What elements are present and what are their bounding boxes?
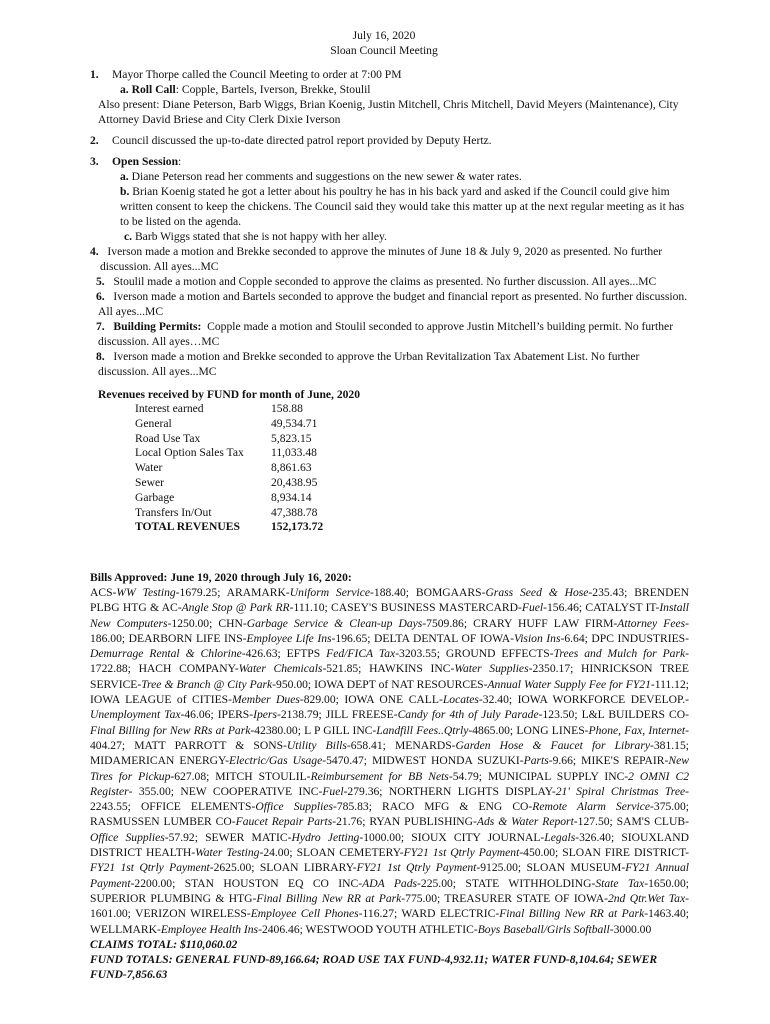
bill-vendor: NORTHERN LIGHTS DISPLAY- (388, 784, 556, 798)
bill-amount: -111.10; (289, 601, 331, 615)
bill-vendor: JILL FREESE- (325, 708, 398, 722)
bill-entry (205, 831, 411, 844)
revenue-row (135, 402, 323, 417)
bill-description: Vision Ins (513, 631, 561, 645)
item-1 (90, 67, 690, 127)
bill-amount: -21.76; (332, 815, 370, 829)
bill-description: 2 OMNI C2 Register (90, 769, 690, 798)
bill-description: New Tires for Pickup (90, 754, 689, 783)
bill-amount: -1601.00; (90, 891, 689, 921)
bill-vendor: SIOUX CITY JOURNAL- (411, 830, 545, 844)
building-permits-label: Building Permits: (113, 320, 202, 333)
revenue-value: 20,438.95 (271, 475, 318, 489)
bill-amount: -1722.88; (90, 647, 689, 676)
bill-amount: -9125.00; (476, 861, 527, 875)
bill-entry (306, 923, 652, 936)
bill-amount: -123.50; (538, 708, 582, 722)
bill-entry (416, 586, 634, 599)
bill-vendor: EFTPS (286, 647, 327, 661)
revenue-row (135, 476, 323, 491)
bill-amount: -188.40; (370, 586, 416, 599)
item-number: 7. (96, 320, 105, 333)
bill-amount: -32.40; (478, 693, 518, 707)
revenue-label: Local Option Sales Tax (135, 446, 244, 460)
bill-description: Uniform Service (289, 586, 371, 599)
minutes-page (90, 28, 690, 535)
bill-entry (227, 586, 416, 599)
bill-description: Attorney Fees (617, 616, 686, 630)
bill-amount: -1650.00; (644, 876, 689, 890)
revenue-label: Sewer (135, 475, 164, 489)
bill-description: Grass Seed & Hose (485, 586, 589, 599)
bill-vendor: DELTA DENTAL OF IOWA- (374, 631, 514, 645)
bill-description: Reimbursement for BB Nets (310, 769, 449, 783)
revenue-value: 158.88 (271, 402, 303, 415)
bill-vendor: IOWA WORKFORCE DEVELOP.- (517, 693, 689, 707)
meeting-date: July 16, 2020 (352, 29, 416, 42)
sub-a-label: a. (120, 170, 129, 183)
bill-vendor: STAN HOUSTON EQ CO INC- (184, 876, 363, 890)
bill-entry (374, 632, 591, 645)
bill-vendor: STATE WITHHOLDING- (465, 876, 596, 890)
bill-amount: -404.27; (90, 723, 689, 752)
revenue-value: 5,823.15 (271, 431, 312, 445)
bill-vendor: ARAMARK- (226, 586, 290, 599)
bill-description: Employee Life Ins (246, 631, 332, 645)
bill-vendor: SLOAN FIRE DISTRICT- (562, 846, 689, 860)
bill-description: Locates (442, 693, 479, 707)
bill-entry (185, 877, 466, 890)
bill-entry (304, 724, 516, 737)
bill-amount: -381.15; (650, 738, 689, 752)
bill-description: Water Chemicals (238, 662, 323, 676)
bill-amount: -279.36; (343, 784, 389, 798)
item-text: Iverson made a motion and Brekke seconded to approve the Urban Revitalization Tax Abatement List. No further discussion. All ayes...MC (98, 350, 640, 378)
bill-vendor: BRENDEN PLBG HTG & AC- (90, 586, 689, 615)
bill-entry (90, 754, 372, 767)
item-text: Stoulil made a motion and Copple seconded to approve the claims as presented. No further discussion. All ayes...MC (113, 275, 657, 288)
bill-vendor: OFFICE ELEMENTS- (140, 800, 256, 814)
meeting-title: Sloan Council Meeting (330, 44, 438, 57)
bill-entry (139, 662, 370, 675)
bill-vendor: L P GILL INC- (304, 723, 377, 737)
bill-entry (90, 892, 444, 905)
item-7 (90, 319, 690, 349)
bill-entry (369, 815, 616, 828)
item-text: Council discussed the up-to-date directed patrol report provided by Deputy Hertz. (112, 134, 492, 147)
bill-vendor: SLOAN MUSEUM- (526, 861, 626, 875)
bill-amount: -450.00; (519, 846, 563, 860)
item-number: 3. (90, 155, 99, 168)
item-number: 5. (96, 275, 105, 288)
bill-entry (90, 586, 227, 599)
bill-amount: -9.66; (548, 754, 582, 768)
bill-description: Water Supplies (454, 662, 529, 676)
item-number: 2. (90, 134, 99, 147)
bill-vendor: MIDAMERICAN ENERGY- (90, 754, 229, 768)
bill-vendor: WESTWOOD YOUTH ATHLETIC- (305, 922, 478, 936)
bill-amount: -950.00; (272, 677, 315, 691)
bill-entry (297, 846, 563, 859)
bill-amount: -116.27; (358, 907, 402, 921)
bill-vendor: MIDWEST HONDA SUZUKI- (372, 754, 524, 768)
bill-vendor: CRARY HUFF LAW FIRM- (473, 616, 618, 630)
bill-entry (465, 877, 689, 890)
bill-description: Garbage Service & Clean-up Days (246, 616, 423, 630)
bill-vendor: WELLMARK- (90, 922, 161, 936)
bill-entry (180, 785, 389, 798)
item-2 (90, 133, 690, 148)
bill-description: Fuel (322, 784, 344, 798)
item-6 (90, 289, 690, 319)
bill-vendor: HINRICKSON TREE SERVICE- (90, 662, 689, 691)
bill-vendor: CHN- (218, 616, 247, 630)
revenue-label: Transfers In/Out (135, 505, 212, 519)
bill-amount: -1679.25; (175, 586, 227, 599)
bill-amount: -111.12; (650, 677, 689, 691)
bill-entry (90, 693, 344, 706)
bill-entry (218, 708, 326, 721)
roll-call-label: a. Roll Call (120, 83, 176, 96)
bill-description: State Tax (595, 876, 645, 890)
revenue-value: 49,534.71 (271, 416, 318, 430)
bill-description: Candy for 4th of July Parade (397, 708, 539, 722)
bill-amount: -57.92; (164, 830, 206, 844)
bill-vendor: DPC INDUSTRIES- (591, 631, 689, 645)
bill-vendor: DEARBORN LIFE INS- (128, 631, 247, 645)
bill-vendor: ACS- (90, 586, 117, 599)
bill-amount: -186.00; (90, 616, 690, 645)
bill-description: Legals (544, 830, 576, 844)
bill-amount: -4865.00; (468, 723, 517, 737)
bill-amount: -127.50; (573, 815, 617, 829)
revenue-row (135, 432, 323, 447)
bill-entry (326, 708, 582, 721)
sub-c-label: c. (124, 230, 133, 243)
item-text: Mayor Thorpe called the Council Meeting to order at 7:00 PM (112, 68, 402, 81)
item-text: Iverson made a motion and Brekke seconded to approve the minutes of June 18 & July 9, 2020 as presented. No further discussion. All ayes...MC (100, 245, 663, 273)
bill-description: Faucet Repair Parts (235, 815, 333, 829)
item-number: 6. (96, 290, 105, 303)
bills-title: Bills Approved: June 19, 2020 through July 16, 2020: (90, 571, 352, 584)
bill-amount: -24.00; (259, 846, 297, 860)
revenue-row (135, 461, 323, 476)
bill-vendor: TREASURER STATE OF IOWA- (444, 891, 608, 905)
bill-description: FY21 1st Qtrly Payment (90, 861, 210, 875)
bill-amount: -2625.00; (209, 861, 260, 875)
document-header (78, 28, 690, 58)
bill-amount: -5470.47; (322, 754, 373, 768)
bill-entry (344, 693, 517, 706)
bill-amount: -1250.00; (167, 616, 219, 630)
item-text: Iverson made a motion and Bartels seconded to approve the budget and financial report as presented. No further discussion. All ayes...MC (98, 290, 688, 318)
bill-amount: -1463.40; (644, 907, 689, 921)
bill-description: Demurrage Rental & Chlorine (90, 647, 242, 661)
bill-entry (135, 907, 401, 920)
sub-c-text: Barb Wiggs stated that she is not happy with her alley. (134, 230, 387, 243)
bill-description: Final Billing New RR at Park (256, 891, 402, 905)
revenue-row (135, 417, 323, 432)
item-3: 3. Open Session: a. Diane Peterson read her comments and suggestions on the new sewer & water rates. b. Brian Koenig stated he got a letter about his poultry he has in his back yard and asked if the Council could give him written consent to keep the chickens. The Council said they would take this matter up at the next regular meeting as it has to be listed on the agenda. c. Barb Wiggs stated that she is not happy with her alley. (90, 155, 685, 243)
bill-amount: -196.65; (331, 631, 375, 645)
bill-vendor: LONG LINES- (516, 723, 589, 737)
bill-amount: -2406.46; (258, 922, 306, 936)
bill-amount: -156.46; (543, 601, 586, 615)
bill-description: Install New Computers (90, 601, 689, 630)
bill-entry (382, 800, 689, 813)
bill-description: Final Billing New RR at Park (499, 907, 645, 921)
bill-vendor: HACH COMPANY- (138, 662, 239, 676)
total-label: TOTAL REVENUES (135, 520, 240, 534)
item-text: Copple made a motion and Stoulil seconded to approve Justin Mitchell’s building permit. No further discussion. All ayes…MC (98, 320, 674, 348)
bill-amount: -2350.17; (528, 662, 582, 676)
bill-description: Member Dues (231, 693, 300, 707)
item-5 (90, 274, 690, 289)
bill-entry (395, 739, 689, 752)
bill-description: Boys Baseball/Girls Softball (477, 922, 610, 936)
bill-amount: -775.00; (401, 891, 445, 905)
bill-vendor: MATT PARROTT & SONS- (134, 738, 287, 752)
bill-description: Landfill Fees..Qtrly (376, 723, 469, 737)
fund-totals: FUND TOTALS: GENERAL FUND-89,166.64; ROAD USE TAX FUND-4,932.11; WATER FUND-8,104.64; SEWER FUND-7,856.63 (90, 952, 658, 981)
bill-entry (129, 632, 374, 645)
bill-description: 21' Spiral Christmas Tree (555, 784, 686, 798)
bill-description: Employee Cell Phones (250, 907, 359, 921)
bill-amount: - 355.00; (128, 784, 181, 798)
also-present: Also present: Diane Peterson, Barb Wiggs, Brian Koenig, Justin Mitchell, Chris Mitchell, David Meyers (Maintenance), City Attorney David Briese and City Clerk Dixie Iverson (98, 98, 679, 126)
bill-description: WW Testing (116, 586, 176, 599)
bill-description: Tree & Branch @ City Park (141, 677, 273, 691)
bill-vendor: GROUND EFFECTS- (445, 647, 554, 661)
bill-vendor: MENARDS- (394, 738, 456, 752)
bill-amount: -1000.00; (359, 830, 412, 844)
item-8 (90, 349, 690, 379)
bill-description: Water Testing (195, 846, 260, 860)
revenue-value: 8,861.63 (271, 461, 312, 475)
bill-vendor: SUPERIOR PLUMBING & HTG- (90, 891, 257, 905)
bill-entry (90, 815, 369, 828)
revenue-row (135, 506, 323, 521)
bill-vendor: SLOAN CEMETERY- (296, 846, 404, 860)
revenues-total-row (135, 520, 323, 535)
revenue-label: Road Use Tax (135, 431, 201, 445)
bill-vendor: CASEY'S BUSINESS MASTERCARD- (330, 601, 522, 615)
bill-description: Annual Water Supply Fee for FY21 (487, 677, 651, 691)
bill-vendor: SLOAN LIBRARY- (259, 861, 357, 875)
bill-vendor: VERIZON WIRELESS- (135, 907, 251, 921)
bill-entry (287, 647, 446, 660)
bill-amount: -2138.79; (276, 708, 326, 722)
item-number: 4. (90, 245, 99, 258)
bill-amount: -326.40; (575, 830, 622, 844)
bill-entry (372, 754, 581, 767)
revenues-title: Revenues received by FUND for month of June, 2020 (98, 388, 361, 401)
bill-entry (369, 662, 581, 675)
bills-list (90, 585, 689, 937)
bill-vendor: SIOUXLAND DISTRICT HEALTH- (90, 830, 689, 860)
bill-entry (314, 678, 689, 691)
bills-section (90, 566, 689, 982)
bill-vendor: HAWKINS INC- (369, 662, 455, 676)
revenue-label: General (135, 416, 172, 430)
claims-total: CLAIMS TOTAL: $110,060.02 (90, 937, 238, 951)
bill-description: Final Billing for New RRs at Park (90, 723, 251, 737)
bill-description: FY21 Annual Payment (90, 861, 689, 890)
bill-amount: -225.00; (417, 876, 466, 890)
bill-description: Office Supplies (255, 800, 333, 814)
bill-amount: -7509.86; (422, 616, 474, 630)
revenue-label: Garbage (135, 490, 175, 504)
bill-vendor: BOMGAARS- (415, 586, 486, 599)
open-session-label: Open Session (112, 155, 179, 168)
bill-vendor: WARD ELECTRIC- (401, 907, 500, 921)
bill-amount: -6.64; (560, 631, 592, 645)
bill-entry (411, 831, 621, 844)
bill-vendor: CATALYST IT- (585, 601, 660, 615)
bill-vendor: MUNICIPAL SUPPLY INC- (487, 769, 629, 783)
bill-vendor: RASMUSSEN LUMBER CO- (90, 815, 236, 829)
item-number: 1. (90, 68, 99, 81)
item-4 (90, 244, 690, 274)
bill-description: Unemployment Tax (90, 708, 181, 722)
bill-description: Office Supplies (90, 830, 165, 844)
bill-entry (401, 907, 689, 920)
bill-entry (260, 861, 527, 874)
bill-amount: -521.85; (322, 662, 370, 676)
sub-b-text: Brian Koenig stated he got a letter about his poultry he has in his back yard and asked if the Council could give him written consent to keep the chickens. The Council said they would take this matter up at the next regular meeting as it has to be listed on the agenda. (120, 185, 685, 228)
item-number: 8. (96, 350, 105, 363)
bill-vendor: IOWA DEPT of NAT RESOURCES- (314, 677, 488, 691)
bill-amount: -829.00; (299, 693, 345, 707)
roll-call-text: : Copple, Bartels, Iverson, Brekke, Stoulil (175, 83, 371, 96)
bill-amount: -46.06; (180, 708, 218, 722)
bill-entry (90, 923, 306, 936)
bill-description: ADA Pads (362, 876, 418, 890)
revenue-label: Interest earned (135, 402, 204, 415)
bill-amount: -426.63; (241, 647, 287, 661)
bill-description: Ads & Water Report (476, 815, 574, 829)
bill-amount: -2243.55; (90, 784, 689, 814)
bill-description: Electric/Gas Usage (229, 754, 323, 768)
bill-amount: -2200.00; (130, 876, 185, 890)
bill-amount: -3000.00 (609, 922, 652, 936)
bill-amount: -627.08; (170, 769, 216, 783)
revenue-row (135, 491, 323, 506)
bill-vendor: IOWA ONE CALL- (344, 693, 443, 707)
bill-description: Phone, Fax, Internet (588, 723, 686, 737)
bill-description: Angle Stop @ Park RR (181, 601, 290, 615)
bill-amount: -658.41; (346, 738, 395, 752)
bill-entry (141, 800, 382, 813)
bill-description: Hydro Jetting (291, 830, 360, 844)
revenue-row (135, 446, 323, 461)
bill-description: FY21 1st Qtrly Payment (403, 846, 520, 860)
bill-amount: -42380.00; (250, 723, 305, 737)
bill-entry (134, 739, 395, 752)
bill-description: Trees and Mulch for Park (553, 647, 686, 661)
bill-vendor: MITCH STOULIL- (215, 769, 311, 783)
bill-vendor: SAM'S CLUB- (616, 815, 689, 829)
bill-description: Garden Hose & Faucet for Library (455, 738, 651, 752)
bill-vendor: RACO MFG & ENG CO- (382, 800, 533, 814)
bill-description: FY21 1st Qtrly Payment (356, 861, 477, 875)
bill-description: Fuel (521, 601, 544, 615)
revenue-value: 47,388.78 (271, 505, 318, 519)
bill-vendor: IPERS- (217, 708, 254, 722)
bill-description: Employee Health Ins (160, 922, 259, 936)
revenue-value: 8,934.14 (271, 490, 312, 504)
bill-description: Parts (523, 754, 549, 768)
bill-amount: -785.83; (332, 800, 382, 814)
sub-b-label: b. (120, 185, 130, 198)
bill-description: Ipers (253, 708, 277, 722)
bill-vendor: MIKE'S REPAIR- (581, 754, 669, 768)
bill-vendor: IOWA LEAGUE of CITIES- (90, 693, 232, 707)
revenues-table (135, 402, 323, 535)
bill-amount: -375.00; (650, 800, 689, 814)
bill-vendor: SEWER MATIC- (205, 830, 292, 844)
bill-description: 2nd Qtr.Wet Tax (607, 891, 686, 905)
bill-vendor: NEW COOPERATIVE INC- (180, 784, 323, 798)
bill-amount: -54.79; (448, 769, 488, 783)
revenue-label: Water (135, 461, 163, 475)
bill-description: Fed/FICA Tax (326, 647, 396, 661)
bill-entry (215, 770, 488, 783)
bill-amount: -3203.55; (395, 647, 446, 661)
bill-entry (218, 617, 473, 630)
bill-amount: -235.43; (588, 586, 635, 599)
revenue-value: 11,033.48 (271, 446, 317, 460)
bill-vendor: L&L BUILDERS CO- (581, 708, 689, 722)
bill-vendor: RYAN PUBLISHING- (369, 815, 477, 829)
bill-description: Remote Alarm Service (532, 800, 651, 814)
bill-entry (331, 601, 585, 614)
sub-a-text: Diane Peterson read her comments and suggestions on the new sewer & water rates. (131, 170, 522, 183)
total-value: 152,173.72 (271, 520, 324, 534)
bill-description: Utility Bills (286, 738, 347, 752)
